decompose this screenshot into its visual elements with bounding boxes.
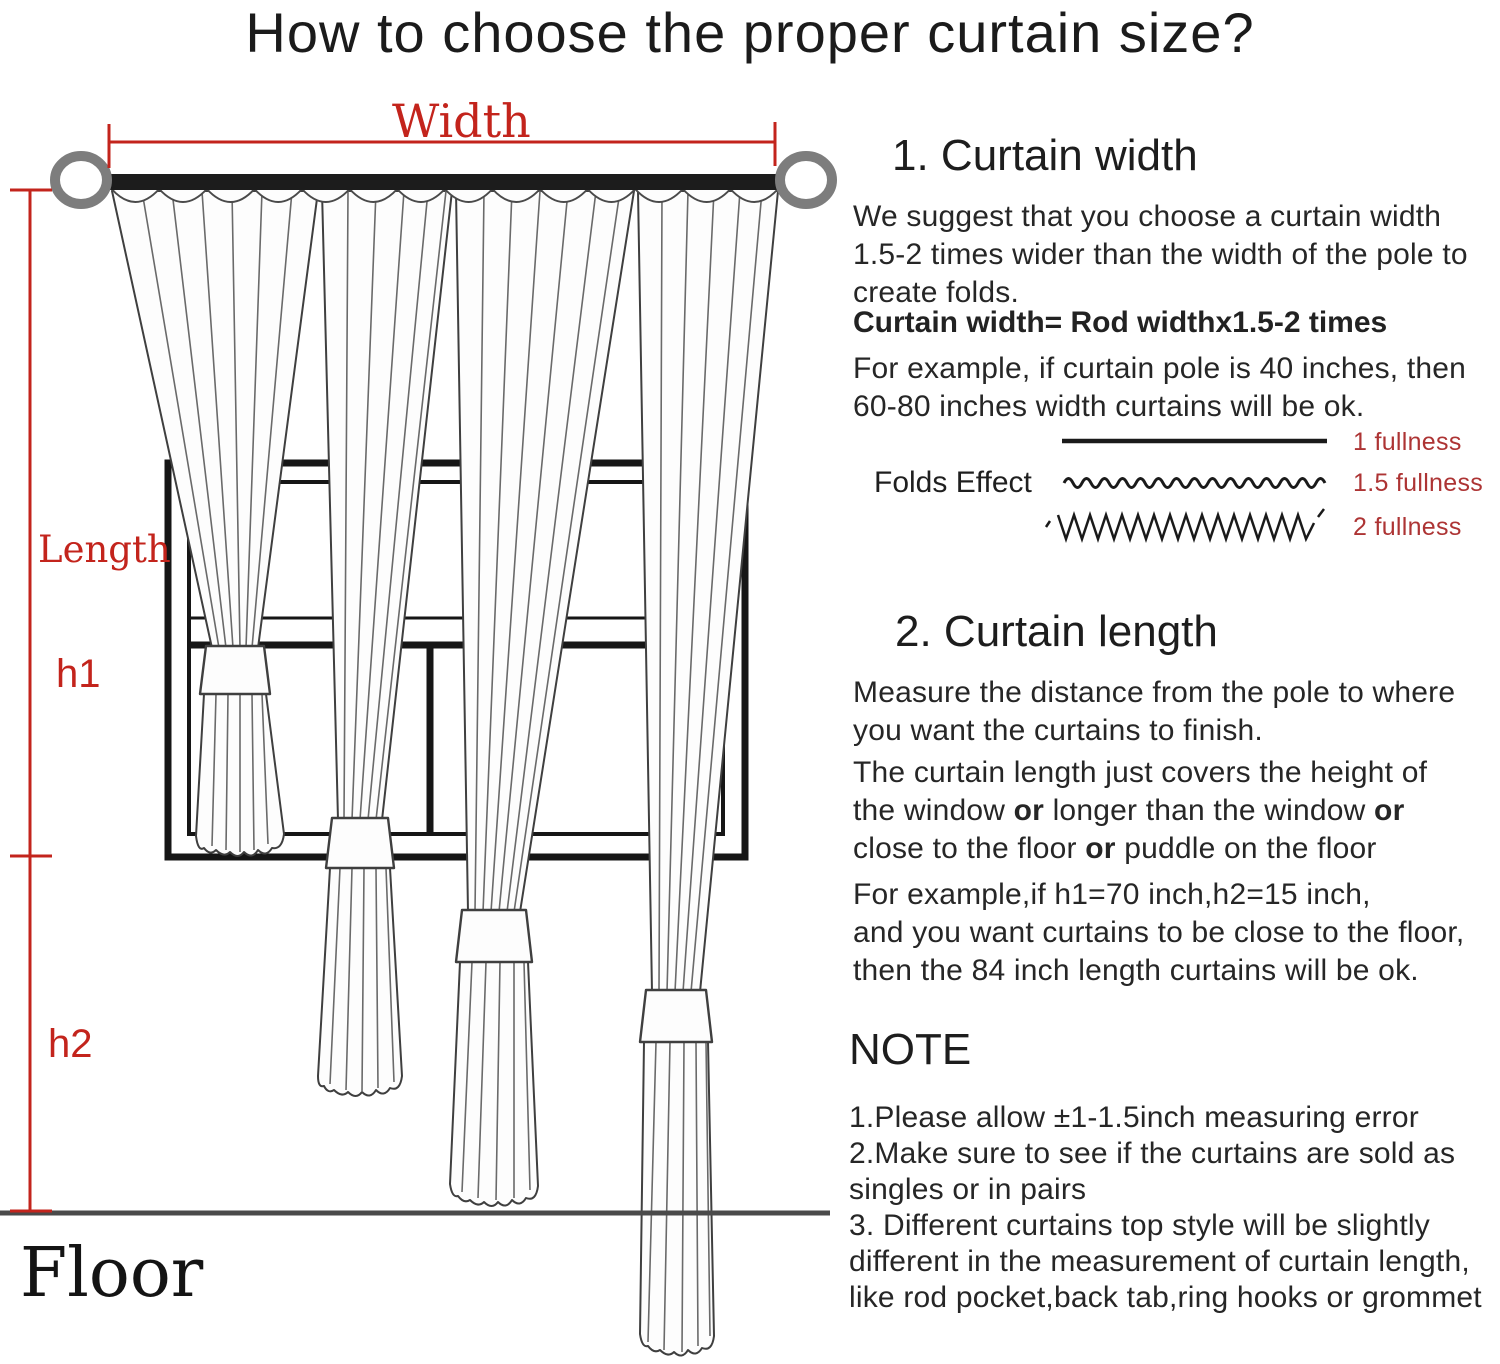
or-bold: or — [1374, 794, 1405, 827]
page-title: How to choose the proper curtain size? — [245, 1, 1255, 64]
note-item: 3. Different curtains top style will be slightly different in the measurement of curtain length, like rod pocket,back tab,ring hooks or grommet — [849, 1209, 1482, 1314]
note-item: 2.Make sure to see if the curtains are sold as singles or in pairs — [849, 1137, 1456, 1206]
section-length-options-text — [853, 754, 1473, 868]
fullness-lines — [1046, 441, 1327, 539]
section-length-heading: 2. Curtain length — [895, 607, 1218, 656]
h2-label: h2 — [48, 1022, 93, 1066]
note-heading: NOTE — [849, 1025, 972, 1074]
curtain-rod — [105, 174, 780, 190]
section-width-example: For example, if curtain pole is 40 inches, then 60-80 inches width curtains will be ok. — [853, 352, 1467, 423]
text-segment: close to the floor — [853, 832, 1086, 865]
text-segment: longer than the window — [1044, 794, 1375, 827]
fullness-label-1: 1 fullness — [1353, 428, 1462, 456]
or-bold: or — [1085, 832, 1116, 865]
fullness-line-1-5 — [1064, 479, 1325, 488]
section-length-example — [853, 876, 1500, 990]
section-width-heading: 1. Curtain width — [892, 131, 1198, 180]
tieback-4 — [640, 990, 712, 1042]
tieback-2 — [326, 818, 394, 868]
fullness-line-2 — [1046, 509, 1324, 539]
rod-ring-right — [780, 156, 832, 204]
tieback-1 — [200, 646, 270, 694]
floor-label: Floor — [20, 1234, 204, 1313]
h1-label: h1 — [56, 652, 101, 696]
folds-effect-label: Folds Effect — [874, 466, 1032, 499]
tieback-3 — [456, 910, 532, 962]
length-measure — [10, 190, 52, 1212]
example-line: For example,if h1=70 inch,h2=15 inch, — [853, 878, 1371, 911]
length-label: Length — [38, 528, 171, 571]
text-segment: puddle on the floor — [1115, 832, 1377, 865]
fullness-label-2: 2 fullness — [1353, 513, 1462, 541]
fullness-label-1-5: 1.5 fullness — [1353, 469, 1484, 497]
section-length-measure-text: Measure the distance from the pole to where you want the curtains to finish. — [853, 676, 1456, 747]
section-width-intro: We suggest that you choose a curtain width 1.5-2 times wider than the width of the pole to create folds. — [853, 200, 1468, 309]
note-item: 1.Please allow ±1-1.5inch measuring error — [849, 1101, 1419, 1134]
width-label: Width — [392, 94, 531, 148]
text-segment: The curtain length just covers the height of the window — [853, 756, 1428, 827]
note-list — [849, 1100, 1500, 1316]
or-bold: or — [1013, 794, 1045, 827]
example-line: and you want curtains to be close to the floor, — [853, 916, 1465, 949]
rod-ring-left — [55, 156, 107, 204]
curtain-width-formula: Curtain width= Rod widthx1.5-2 times — [853, 306, 1388, 339]
example-line: then the 84 inch length curtains will be ok. — [853, 954, 1419, 987]
